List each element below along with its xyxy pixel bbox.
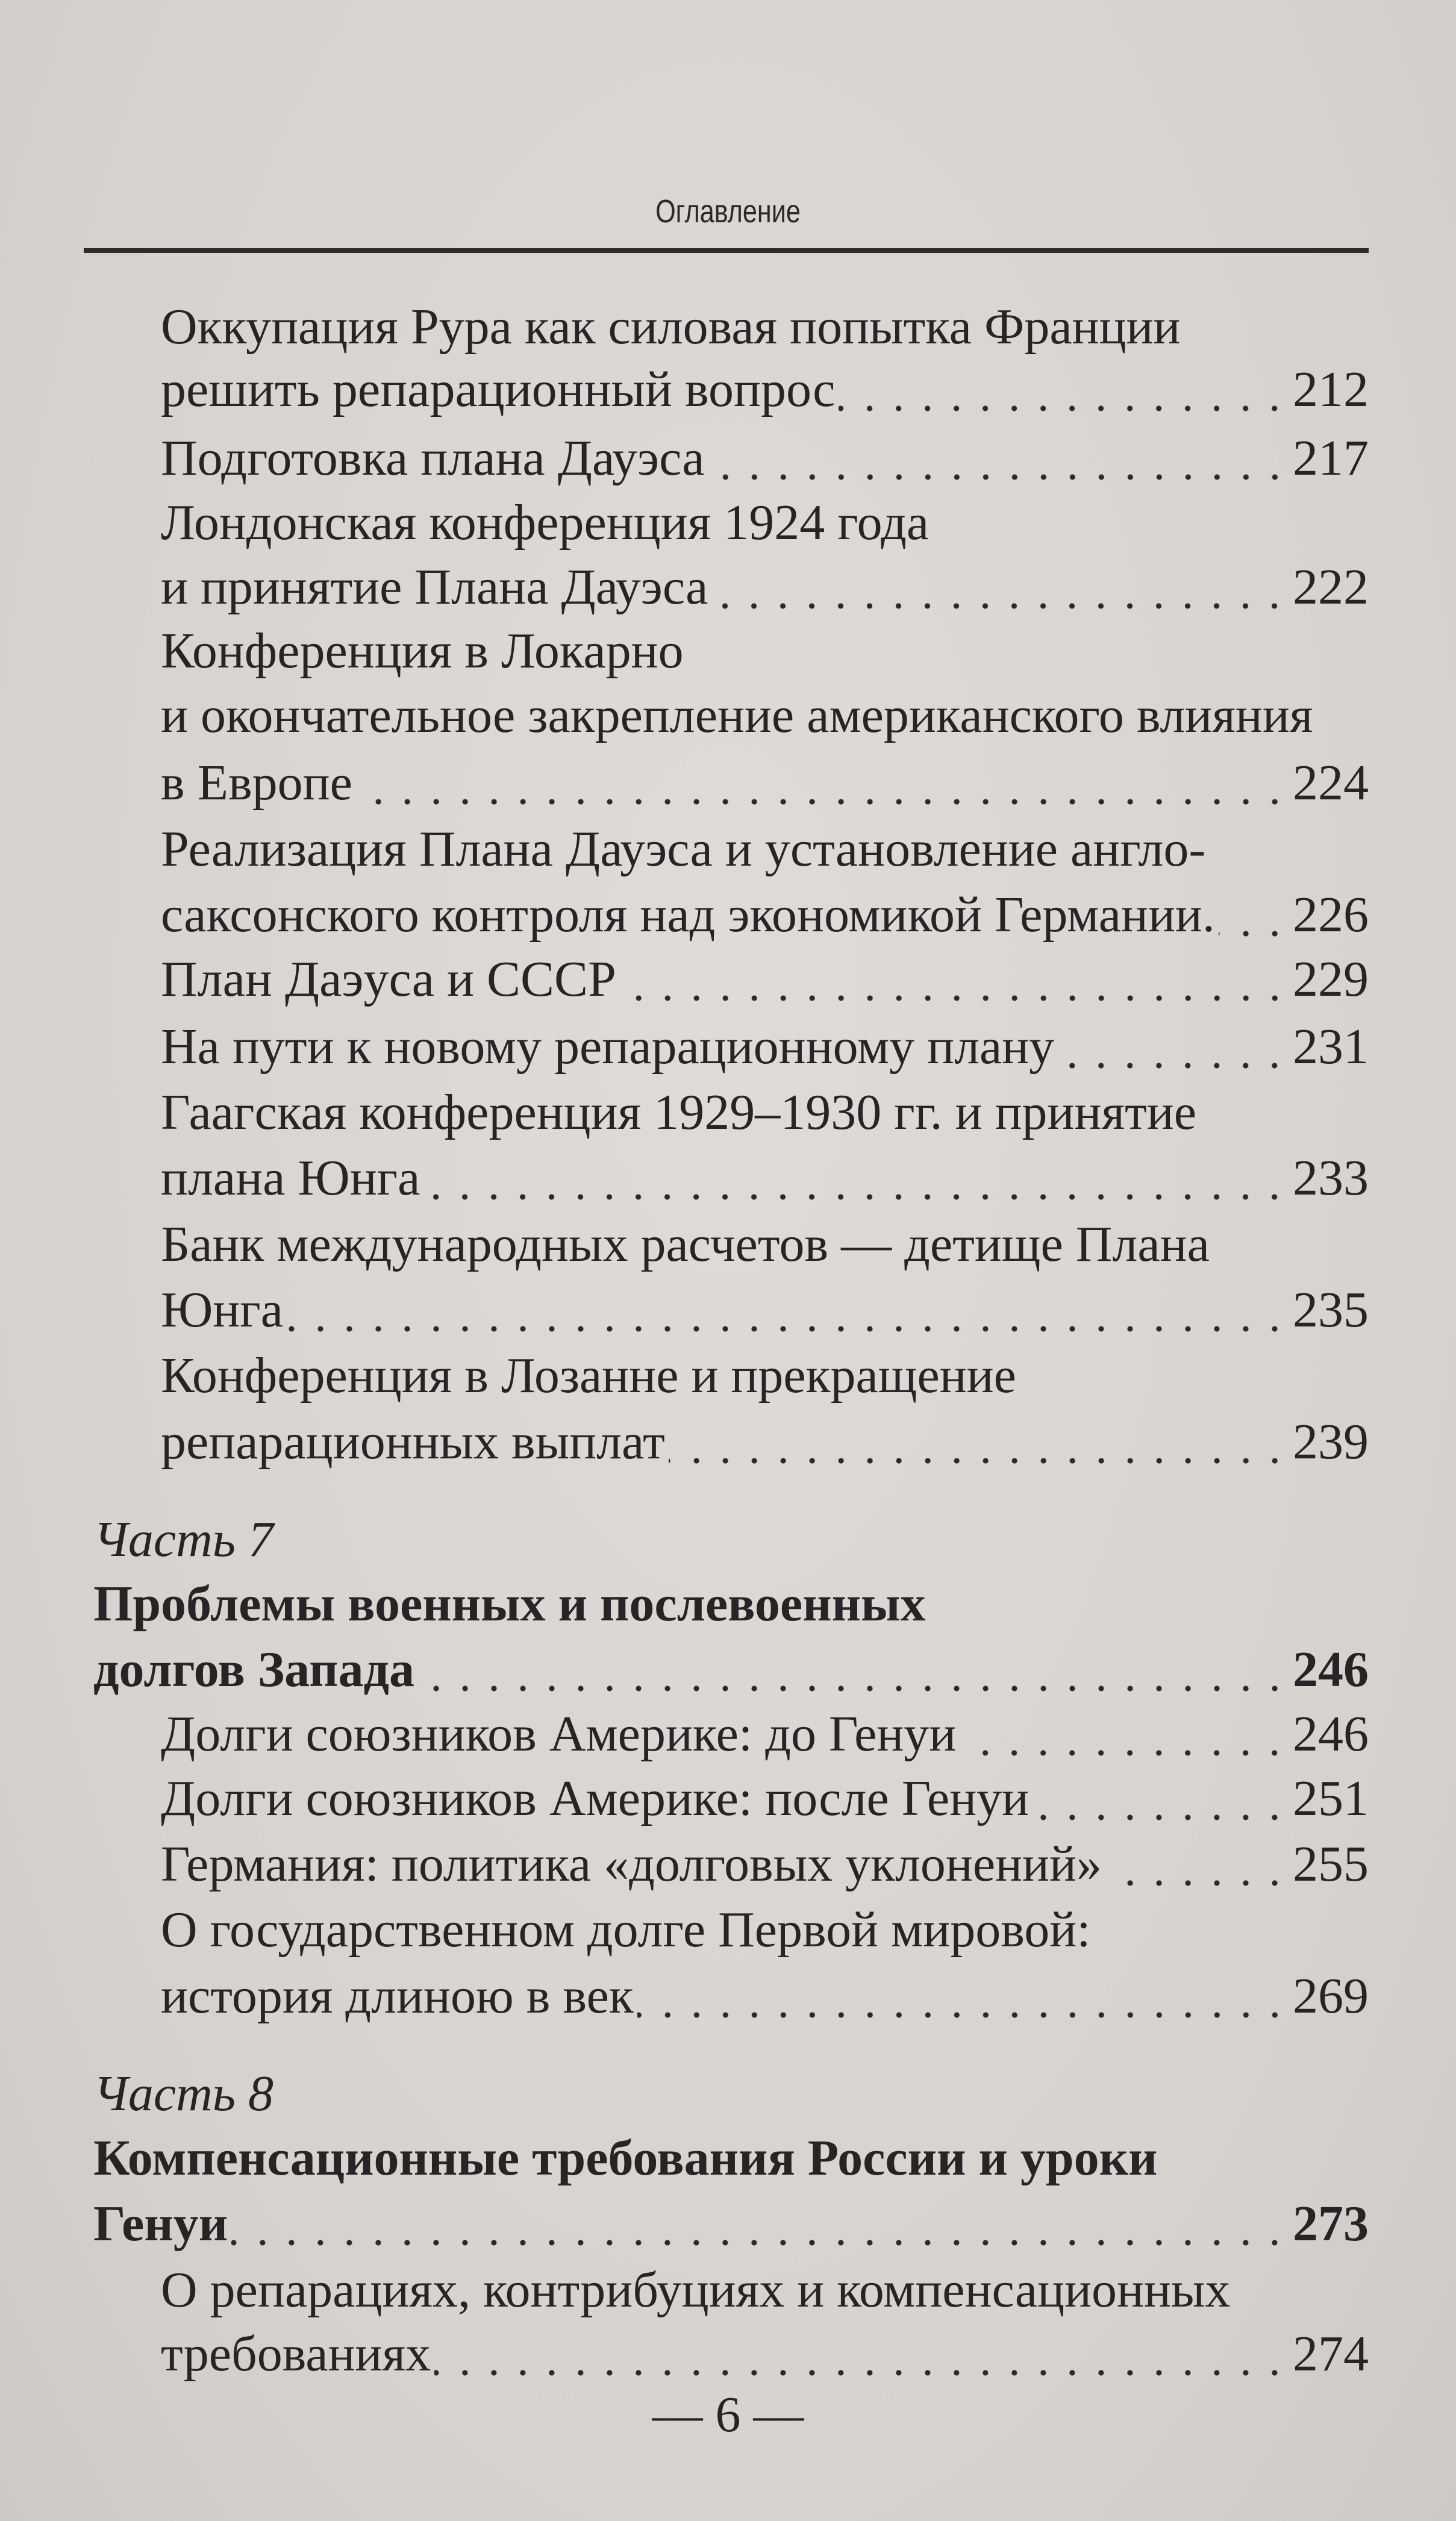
entry-page-number: 239 bbox=[1293, 1414, 1369, 1470]
entry-page-number: 224 bbox=[1293, 755, 1369, 811]
dot-leader bbox=[669, 1412, 1289, 1472]
dot-leader bbox=[423, 1148, 1289, 1208]
entry-text: долгов Запада bbox=[93, 1642, 414, 1698]
entry-text: На пути к новому репарационному плану bbox=[161, 1019, 1055, 1075]
entry-text: в Европе bbox=[161, 755, 352, 811]
dot-leader bbox=[434, 2324, 1289, 2384]
entry-text: Реализация Плана Дауэса и установление англо- bbox=[161, 821, 1206, 877]
dot-leader bbox=[1058, 1017, 1289, 1077]
entry-text: Конференция в Лозанне и прекращение bbox=[161, 1348, 1016, 1404]
entry-text: Банк международных расчетов — детище Плана bbox=[161, 1216, 1210, 1272]
chapter-title-line bbox=[93, 2194, 1369, 2254]
toc-entry-line bbox=[161, 1148, 1369, 1208]
toc-entry-line bbox=[161, 2324, 1369, 2384]
entry-text: Лондонская конференция 1924 года bbox=[161, 495, 930, 551]
dot-leader bbox=[1033, 1769, 1289, 1829]
toc-entry-line bbox=[161, 493, 929, 553]
entry-text: Германия: политика «долговых уклонений» bbox=[161, 1836, 1102, 1892]
toc-entry-line bbox=[161, 1280, 1369, 1340]
entry-text: Проблемы военных и послевоенных bbox=[93, 1576, 926, 1632]
toc-entry-line bbox=[161, 1834, 1369, 1895]
entry-text: требованиях bbox=[161, 2326, 431, 2382]
entry-page-number: 255 bbox=[1293, 1836, 1369, 1892]
toc-entry-line bbox=[161, 1214, 1210, 1275]
entry-text: Оккупация Рура как силовая попытка Франции bbox=[161, 299, 1181, 355]
entry-text: решить репарационный вопрос bbox=[161, 361, 836, 417]
entry-text: саксонского контроля над экономикой Германии. bbox=[161, 887, 1215, 943]
entry-text: О репарациях, контрибуциях и компенсационных bbox=[161, 2262, 1231, 2318]
entry-text: Часть 8 bbox=[93, 2066, 274, 2122]
toc-entry-line bbox=[161, 1966, 1369, 2026]
entry-page-number: 222 bbox=[1293, 559, 1369, 615]
toc-entry-line bbox=[161, 1017, 1369, 1077]
entry-page-number: 235 bbox=[1293, 1282, 1369, 1338]
dot-leader bbox=[620, 949, 1289, 1010]
entry-text: репарационных выплат bbox=[161, 1414, 665, 1470]
entry-page-number: 233 bbox=[1293, 1150, 1369, 1206]
dot-leader bbox=[637, 1966, 1289, 2026]
entry-page-number: 226 bbox=[1293, 887, 1369, 943]
dot-leader bbox=[356, 753, 1289, 813]
dot-leader bbox=[1219, 885, 1289, 945]
chapter-title-line bbox=[93, 2128, 1157, 2188]
toc-entry-line bbox=[161, 297, 1180, 357]
part-label bbox=[93, 1510, 273, 1570]
toc-entry-line bbox=[161, 885, 1369, 945]
header-rule bbox=[84, 248, 1369, 253]
dot-leader bbox=[231, 2194, 1289, 2254]
entry-text: Юнга bbox=[161, 1282, 284, 1338]
toc-entry-line bbox=[161, 557, 1369, 617]
dot-leader bbox=[711, 557, 1289, 617]
page-number: — 6 — bbox=[652, 2387, 804, 2443]
entry-text: плана Юнга bbox=[161, 1150, 420, 1206]
dot-leader bbox=[287, 1280, 1289, 1340]
toc-entry-line bbox=[161, 686, 1313, 746]
dot-leader bbox=[839, 360, 1289, 420]
entry-text: О государственном долге Первой мировой: bbox=[161, 1902, 1091, 1958]
entry-text: и окончательное закрепление американского влияния bbox=[161, 687, 1313, 743]
entry-text: Часть 7 bbox=[93, 1511, 274, 1567]
entry-text: история длиною в век bbox=[161, 1968, 634, 2024]
dot-leader bbox=[708, 428, 1289, 489]
toc-entry-line bbox=[161, 1346, 1016, 1406]
toc-entry-line bbox=[161, 949, 1369, 1010]
toc-entry-line bbox=[161, 1704, 1369, 1764]
chapter-title-line bbox=[93, 1574, 926, 1634]
entry-text: Долги союзников Америке: после Генуи bbox=[161, 1770, 1030, 1826]
entry-page-number: 246 bbox=[1293, 1706, 1369, 1762]
toc-entry-line bbox=[161, 1769, 1369, 1829]
toc-entry-line bbox=[161, 753, 1369, 813]
entry-page-number: 251 bbox=[1293, 1770, 1369, 1826]
toc-entry-line bbox=[161, 621, 684, 681]
entry-page-number: 273 bbox=[1293, 2196, 1369, 2252]
running-head: Оглавление bbox=[655, 193, 801, 230]
toc-entry-line bbox=[161, 2260, 1230, 2320]
toc-entry-line bbox=[161, 428, 1369, 489]
entry-page-number: 231 bbox=[1293, 1019, 1369, 1075]
entry-text: План Даэуса и СССР bbox=[161, 951, 616, 1007]
entry-page-number: 274 bbox=[1293, 2326, 1369, 2382]
entry-text: Подготовка плана Дауэса bbox=[161, 430, 705, 486]
dot-leader bbox=[418, 1640, 1289, 1700]
dot-leader bbox=[960, 1704, 1289, 1764]
toc-entry-line bbox=[161, 819, 1205, 879]
entry-text: Генуи bbox=[93, 2196, 228, 2252]
entry-page-number: 269 bbox=[1293, 1968, 1369, 2024]
entry-text: Компенсационные требования России и уроки bbox=[93, 2130, 1158, 2186]
toc-entry-line bbox=[161, 360, 1369, 420]
entry-page-number: 212 bbox=[1293, 361, 1369, 417]
entry-text: Долги союзников Америке: до Генуи bbox=[161, 1706, 957, 1762]
dot-leader bbox=[1105, 1834, 1289, 1895]
chapter-title-line bbox=[93, 1640, 1369, 1700]
toc-entry-line bbox=[161, 1082, 1196, 1143]
entry-text: и принятие Плана Дауэса bbox=[161, 559, 708, 615]
toc-entry-line bbox=[161, 1412, 1369, 1472]
entry-page-number: 229 bbox=[1293, 951, 1369, 1007]
toc-entry-line bbox=[161, 1900, 1091, 1960]
part-label bbox=[93, 2064, 273, 2124]
entry-page-number: 217 bbox=[1293, 430, 1369, 486]
entry-page-number: 246 bbox=[1293, 1642, 1369, 1698]
entry-text: Гаагская конференция 1929–1930 гг. и принятие bbox=[161, 1084, 1197, 1140]
entry-text: Конференция в Локарно bbox=[161, 623, 684, 679]
